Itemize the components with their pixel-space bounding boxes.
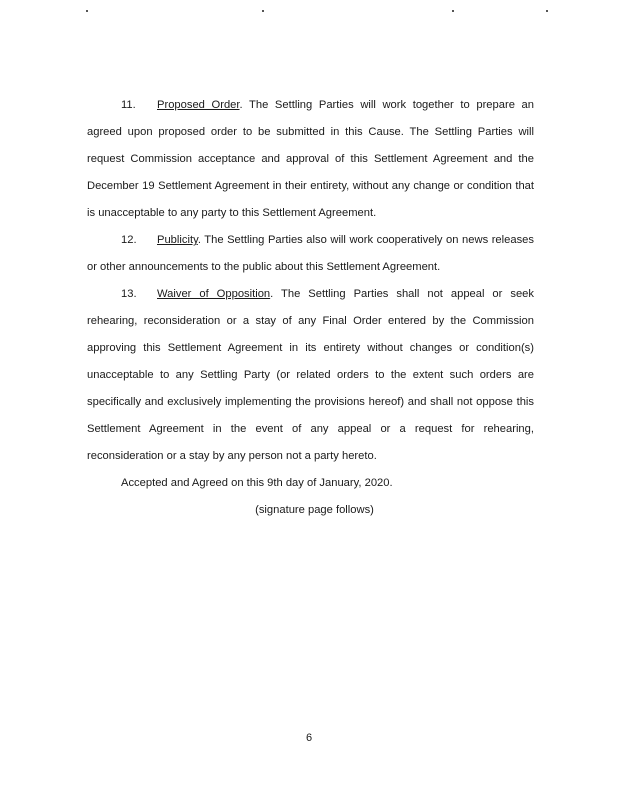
paragraph-number: 11.	[121, 99, 136, 111]
accepted-and-agreed-line: Accepted and Agreed on this 9th day of January, 2020.	[121, 477, 393, 489]
paragraph-proposed-order	[87, 92, 534, 227]
paragraph-waiver-of-opposition	[87, 281, 534, 470]
scan-speck	[546, 10, 548, 12]
paragraph-heading: Publicity	[157, 234, 198, 246]
paragraph-text: . The Settling Parties will work together to prepare an agreed upon proposed order to be submitted in this Cause. The Settling Parties will request Commission acceptance and approval of this Settlement Agreement and the December 19 Settlement Agreement in their entirety, without any change or condition that is unacceptable to any party to this Settlement Agreement.	[87, 99, 534, 219]
paragraph-heading: Proposed Order	[157, 99, 240, 111]
paragraph-heading: Waiver of Opposition	[157, 288, 271, 300]
paragraph-text: . The Settling Parties also will work cooperatively on news releases or other announcements to the public about this Settlement Agreement.	[87, 234, 534, 273]
paragraph-publicity	[87, 227, 534, 281]
signature-page-note: (signature page follows)	[255, 504, 374, 516]
scan-speck	[86, 10, 88, 12]
paragraph-number: 12.	[121, 234, 137, 246]
paragraph-number: 13.	[121, 288, 137, 300]
scan-speck	[452, 10, 454, 12]
scan-speck	[262, 10, 264, 12]
paragraph-text: . The Settling Parties shall not appeal or seek rehearing, reconsideration or a stay of any Final Order entered by the Commission approving this Settlement Agreement in its entirety without changes or condition(s) unacceptable to any Settling Party (or related orders to the extent such orders are specifically and exclusively implementing the provisions hereof) and shall not oppose this Settlement Agreement in the event of any appeal or a request for rehearing, reconsideration or a stay by any person not a party hereto.	[87, 288, 534, 462]
document-body	[87, 92, 534, 524]
page-number: 6	[305, 732, 313, 744]
